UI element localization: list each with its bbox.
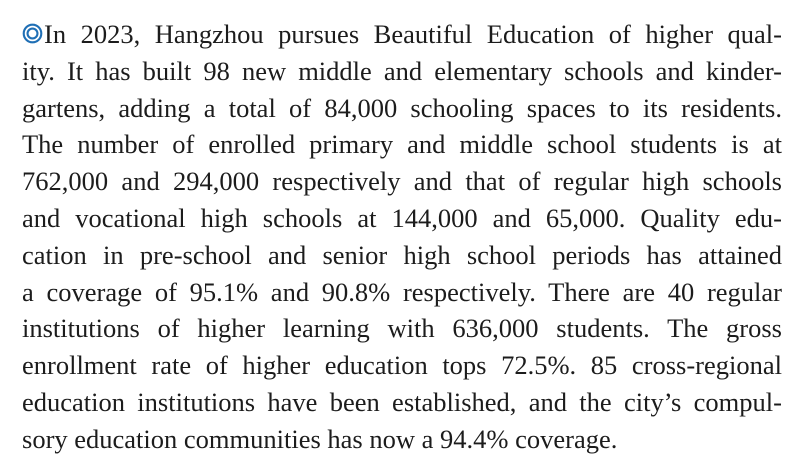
paragraph-line-7: cation in pre-school and senior high school periods has attained [22,239,782,270]
paragraph-line-4: The number of enrolled primary and middle school students is at [22,129,782,160]
paragraph-line-8: a coverage of 95.1% and 90.8% respectively. There are 40 regular [22,276,782,307]
paragraph-line-5: 762,000 and 294,000 respectively and that of regular high schools [22,166,782,197]
paragraph-line-1 [22,16,782,53]
paragraph-line-1-text: In 2023, Hangzhou pursues Beautiful Education of higher qual- [44,19,782,49]
double-circle-bullet-icon [22,23,43,44]
paragraph-line-10: enrollment rate of higher education tops 72.5%. 85 cross-regional [22,350,782,381]
paragraph-line-12: sory education communities has now a 94.4% coverage. [22,423,618,454]
paragraph-line-2: ity. It has built 98 new middle and elementary schools and kinder- [22,55,782,86]
paragraph-line-3: gartens, adding a total of 84,000 schooling spaces to its residents. [22,92,782,123]
paragraph-line-11: education institutions have been established, and the city’s compul- [22,386,782,417]
paragraph-line-6: and vocational high schools at 144,000 and 65,000. Quality edu- [22,202,782,233]
paragraph [22,16,782,458]
paragraph-line-9: institutions of higher learning with 636,000 students. The gross [22,313,782,344]
